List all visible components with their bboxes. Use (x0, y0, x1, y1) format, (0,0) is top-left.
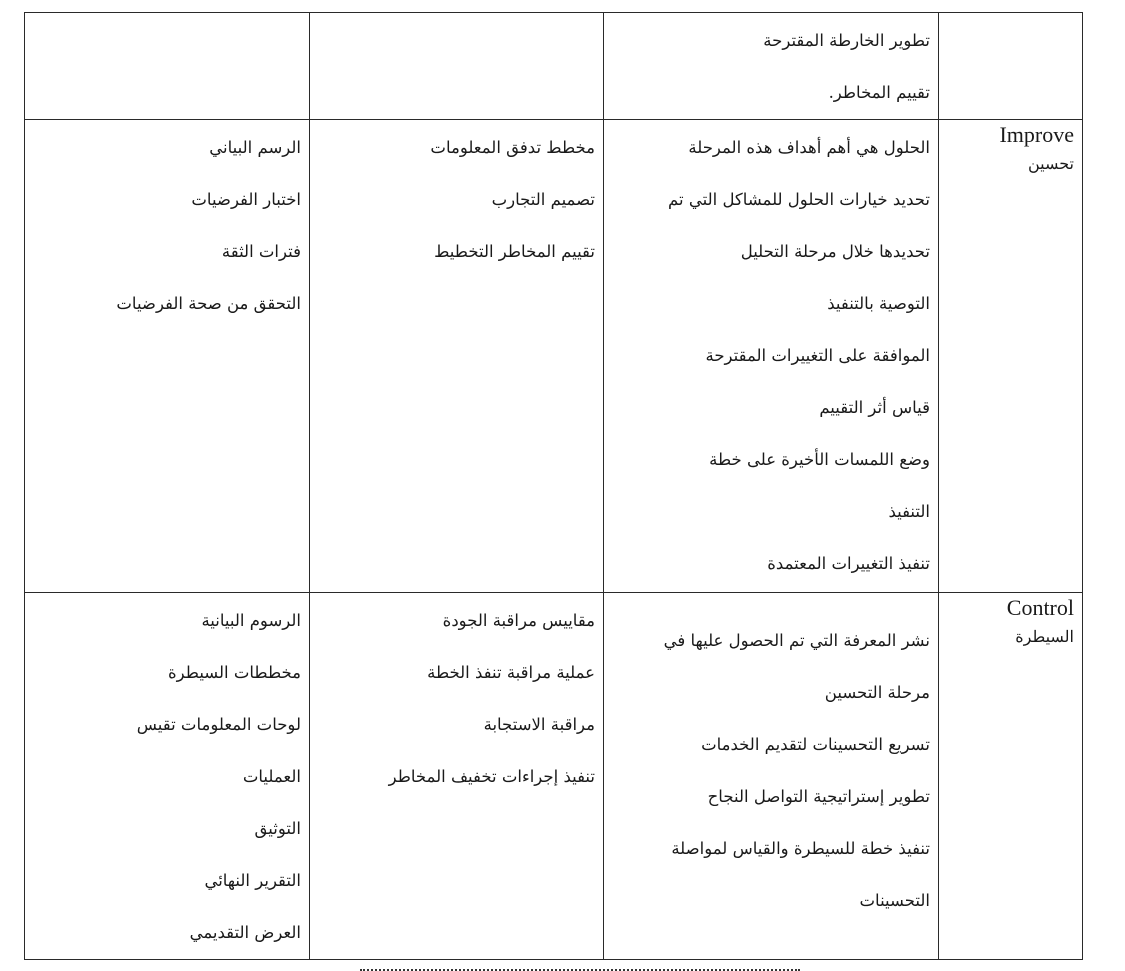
description-cell (604, 593, 939, 960)
tool-line: تقييم المخاطر التخطيط (434, 242, 595, 261)
phase-name-en: Improve (999, 122, 1074, 147)
tool-line: مراقبة الاستجابة (483, 715, 595, 734)
stats-cell (25, 13, 310, 120)
tools-cell (310, 120, 604, 593)
description-line: مرحلة التحسين (824, 683, 930, 702)
stat-line: الرسوم البيانية (201, 611, 301, 630)
tools-cell (310, 593, 604, 960)
six-sigma-phases-table (24, 12, 1083, 960)
table-row (25, 13, 1083, 120)
description-line: الموافقة على التغييرات المقترحة (705, 346, 930, 365)
description-line: تطوير إستراتيجية التواصل النجاح (707, 787, 930, 806)
description-line: تسريع التحسينات لتقديم الخدمات (701, 735, 930, 754)
stat-line: التحقق من صحة الفرضيات (116, 294, 301, 313)
description-line: الحلول هي أهم أهداف هذه المرحلة (688, 138, 930, 157)
description-line: التنفيذ (888, 502, 930, 521)
stat-line: العرض التقديمي (189, 923, 301, 942)
description-cell (604, 120, 939, 593)
description-line: تحديد خيارات الحلول للمشاكل التي تم (668, 190, 930, 209)
description-line: تنفيذ التغييرات المعتمدة (767, 554, 930, 573)
phase-cell (939, 593, 1083, 960)
description-line: التحسينات (859, 891, 930, 910)
stat-line: التوثيق (254, 819, 301, 838)
stat-line: لوحات المعلومات تقيس (136, 715, 301, 734)
description-line: تقييم المخاطر. (828, 83, 930, 102)
tools-cell (310, 13, 604, 120)
phase-name-en: Control (1006, 595, 1074, 620)
tool-line: عملية مراقبة تنفذ الخطة (427, 663, 595, 682)
description-line: تحديدها خلال مرحلة التحليل (740, 242, 930, 261)
tool-line: تصميم التجارب (491, 190, 595, 209)
tool-line: تنفيذ إجراءات تخفيف المخاطر (388, 767, 595, 786)
tool-line: مقاييس مراقبة الجودة (442, 611, 595, 630)
description-line: التوصية بالتنفيذ (827, 294, 930, 313)
stats-cell (25, 120, 310, 593)
phase-name-ar: تحسين (1027, 154, 1074, 173)
stat-line: التقرير النهائي (204, 871, 301, 890)
description-line: قياس أثر التقييم (819, 398, 930, 417)
stat-line: فترات الثقة (221, 242, 301, 261)
description-line: وضع اللمسات الأخيرة على خطة (709, 450, 930, 469)
phase-cell (939, 13, 1083, 120)
stat-line: مخططات السيطرة (168, 663, 301, 682)
table-row (25, 120, 1083, 593)
cut-off-text-line (360, 961, 800, 971)
stat-line: الرسم البياني (209, 138, 301, 157)
description-line: نشر المعرفة التي تم الحصول عليها في (663, 631, 930, 650)
stat-line: اختبار الفرضيات (191, 190, 301, 209)
description-cell (604, 13, 939, 120)
stat-line: العمليات (242, 767, 301, 786)
description-line: تطوير الخارطة المقترحة (763, 31, 930, 50)
description-line: تنفيذ خطة للسيطرة والقياس لمواصلة (671, 839, 930, 858)
table-row (25, 593, 1083, 960)
phase-name-ar: السيطرة (1015, 627, 1074, 646)
stats-cell (25, 593, 310, 960)
phase-cell (939, 120, 1083, 593)
tool-line: مخطط تدفق المعلومات (430, 138, 595, 157)
